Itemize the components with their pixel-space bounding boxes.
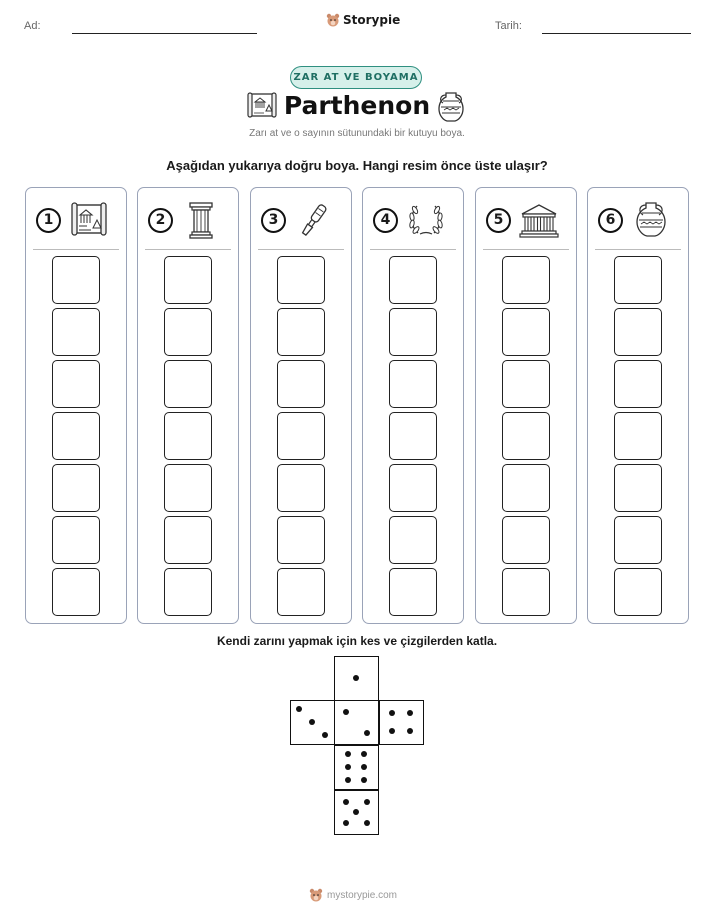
dice-column-1 xyxy=(25,187,127,624)
dice-pip xyxy=(322,732,328,738)
coloring-box[interactable] xyxy=(277,516,325,564)
dice-face xyxy=(334,656,379,701)
date-label: Tarih: xyxy=(495,20,522,32)
column-header xyxy=(261,198,345,242)
coloring-box[interactable] xyxy=(52,412,100,460)
dice-pip xyxy=(364,799,370,805)
coloring-box[interactable] xyxy=(164,360,212,408)
column-number: 1 xyxy=(36,208,61,233)
chisel-icon xyxy=(294,200,334,240)
dice-column-3 xyxy=(250,187,352,624)
column-divider xyxy=(258,249,344,250)
dice-pip xyxy=(296,706,302,712)
column-divider xyxy=(370,249,456,250)
column-divider xyxy=(483,249,569,250)
column-divider xyxy=(33,249,119,250)
dice-pip xyxy=(407,710,413,716)
dice-face xyxy=(334,745,379,790)
dice-pip xyxy=(364,820,370,826)
column-number: 4 xyxy=(373,208,398,233)
dice-pip xyxy=(364,730,370,736)
dice-column-5 xyxy=(475,187,577,624)
dice-pip xyxy=(345,751,351,757)
column-number: 2 xyxy=(148,208,173,233)
dice-pip xyxy=(361,764,367,770)
dice-pip xyxy=(309,719,315,725)
coloring-box[interactable] xyxy=(52,360,100,408)
coloring-box[interactable] xyxy=(164,464,212,512)
bear-icon xyxy=(326,13,340,27)
dice-pip xyxy=(343,820,349,826)
coloring-box[interactable] xyxy=(614,464,662,512)
dice-pip xyxy=(353,809,359,815)
dice-pip xyxy=(389,710,395,716)
brand-name: Storypie xyxy=(343,13,401,27)
greek-amphora-icon xyxy=(436,91,466,123)
dice-pip xyxy=(361,751,367,757)
coloring-box[interactable] xyxy=(389,308,437,356)
coloring-box[interactable] xyxy=(502,360,550,408)
coloring-box[interactable] xyxy=(164,516,212,564)
coloring-boxes xyxy=(363,256,463,616)
greek-column-icon xyxy=(181,200,221,240)
coloring-box[interactable] xyxy=(164,256,212,304)
footer xyxy=(309,888,397,902)
dice-pip xyxy=(361,777,367,783)
coloring-box[interactable] xyxy=(164,412,212,460)
coloring-box[interactable] xyxy=(164,568,212,616)
coloring-box[interactable] xyxy=(277,568,325,616)
page-title: Parthenon xyxy=(283,91,431,120)
column-number: 5 xyxy=(486,208,511,233)
dice-pip xyxy=(389,728,395,734)
subtitle: Zarı at ve o sayının sütunundaki bir kutuyu boya. xyxy=(249,128,465,139)
column-number: 3 xyxy=(261,208,286,233)
coloring-boxes xyxy=(26,256,126,616)
dice-column-2 xyxy=(137,187,239,624)
coloring-box[interactable] xyxy=(614,412,662,460)
coloring-box[interactable] xyxy=(52,464,100,512)
coloring-box[interactable] xyxy=(389,516,437,564)
column-divider xyxy=(595,249,681,250)
coloring-box[interactable] xyxy=(502,412,550,460)
dice-column-6 xyxy=(587,187,689,624)
coloring-box[interactable] xyxy=(502,568,550,616)
coloring-boxes xyxy=(138,256,238,616)
coloring-box[interactable] xyxy=(502,308,550,356)
coloring-box[interactable] xyxy=(277,412,325,460)
coloring-box[interactable] xyxy=(614,568,662,616)
dice-face xyxy=(334,790,379,835)
coloring-box[interactable] xyxy=(277,464,325,512)
coloring-box[interactable] xyxy=(502,256,550,304)
brand-logo xyxy=(326,13,400,27)
coloring-box[interactable] xyxy=(502,464,550,512)
column-header xyxy=(36,198,120,242)
coloring-box[interactable] xyxy=(502,516,550,564)
coloring-box[interactable] xyxy=(52,568,100,616)
name-label: Ad: xyxy=(24,20,41,32)
coloring-box[interactable] xyxy=(277,256,325,304)
coloring-box[interactable] xyxy=(277,308,325,356)
coloring-boxes xyxy=(476,256,576,616)
column-header xyxy=(148,198,232,242)
dice-instruction: Kendi zarını yapmak için kes ve çizgilerden katla. xyxy=(216,634,498,648)
column-header xyxy=(486,198,570,242)
parthenon-temple-icon xyxy=(519,200,559,240)
footer-url: mystorypie.com xyxy=(327,889,398,901)
dice-face xyxy=(379,700,424,745)
laurel-wreath-icon xyxy=(406,200,446,240)
coloring-box[interactable] xyxy=(52,256,100,304)
date-line xyxy=(542,33,691,34)
blueprint-scroll-icon xyxy=(69,200,109,240)
instruction: Aşağıdan yukarıya doğru boya. Hangi resim önce üste ulaşır? xyxy=(166,158,548,173)
bear-icon xyxy=(309,888,323,902)
name-line xyxy=(72,33,257,34)
coloring-box[interactable] xyxy=(614,516,662,564)
dice-pip xyxy=(407,728,413,734)
coloring-box[interactable] xyxy=(164,308,212,356)
column-divider xyxy=(145,249,231,250)
coloring-box[interactable] xyxy=(52,516,100,564)
dice-pip xyxy=(343,799,349,805)
greek-amphora-icon xyxy=(631,200,671,240)
coloring-box[interactable] xyxy=(614,308,662,356)
coloring-boxes xyxy=(588,256,688,616)
dice-pip xyxy=(345,777,351,783)
column-header xyxy=(373,198,457,242)
coloring-box[interactable] xyxy=(614,256,662,304)
coloring-box[interactable] xyxy=(52,308,100,356)
coloring-box[interactable] xyxy=(277,360,325,408)
coloring-box[interactable] xyxy=(614,360,662,408)
activity-badge: ZAR AT VE BOYAMA xyxy=(290,66,422,89)
column-header xyxy=(598,198,682,242)
dice-pip xyxy=(345,764,351,770)
dice-face xyxy=(334,700,379,745)
dice-column-4 xyxy=(362,187,464,624)
coloring-box[interactable] xyxy=(389,256,437,304)
coloring-boxes xyxy=(251,256,351,616)
coloring-box[interactable] xyxy=(389,360,437,408)
coloring-box[interactable] xyxy=(389,412,437,460)
dice-pip xyxy=(353,675,359,681)
dice-pip xyxy=(343,709,349,715)
coloring-box[interactable] xyxy=(389,568,437,616)
column-number: 6 xyxy=(598,208,623,233)
dice-face xyxy=(290,700,335,745)
coloring-box[interactable] xyxy=(389,464,437,512)
